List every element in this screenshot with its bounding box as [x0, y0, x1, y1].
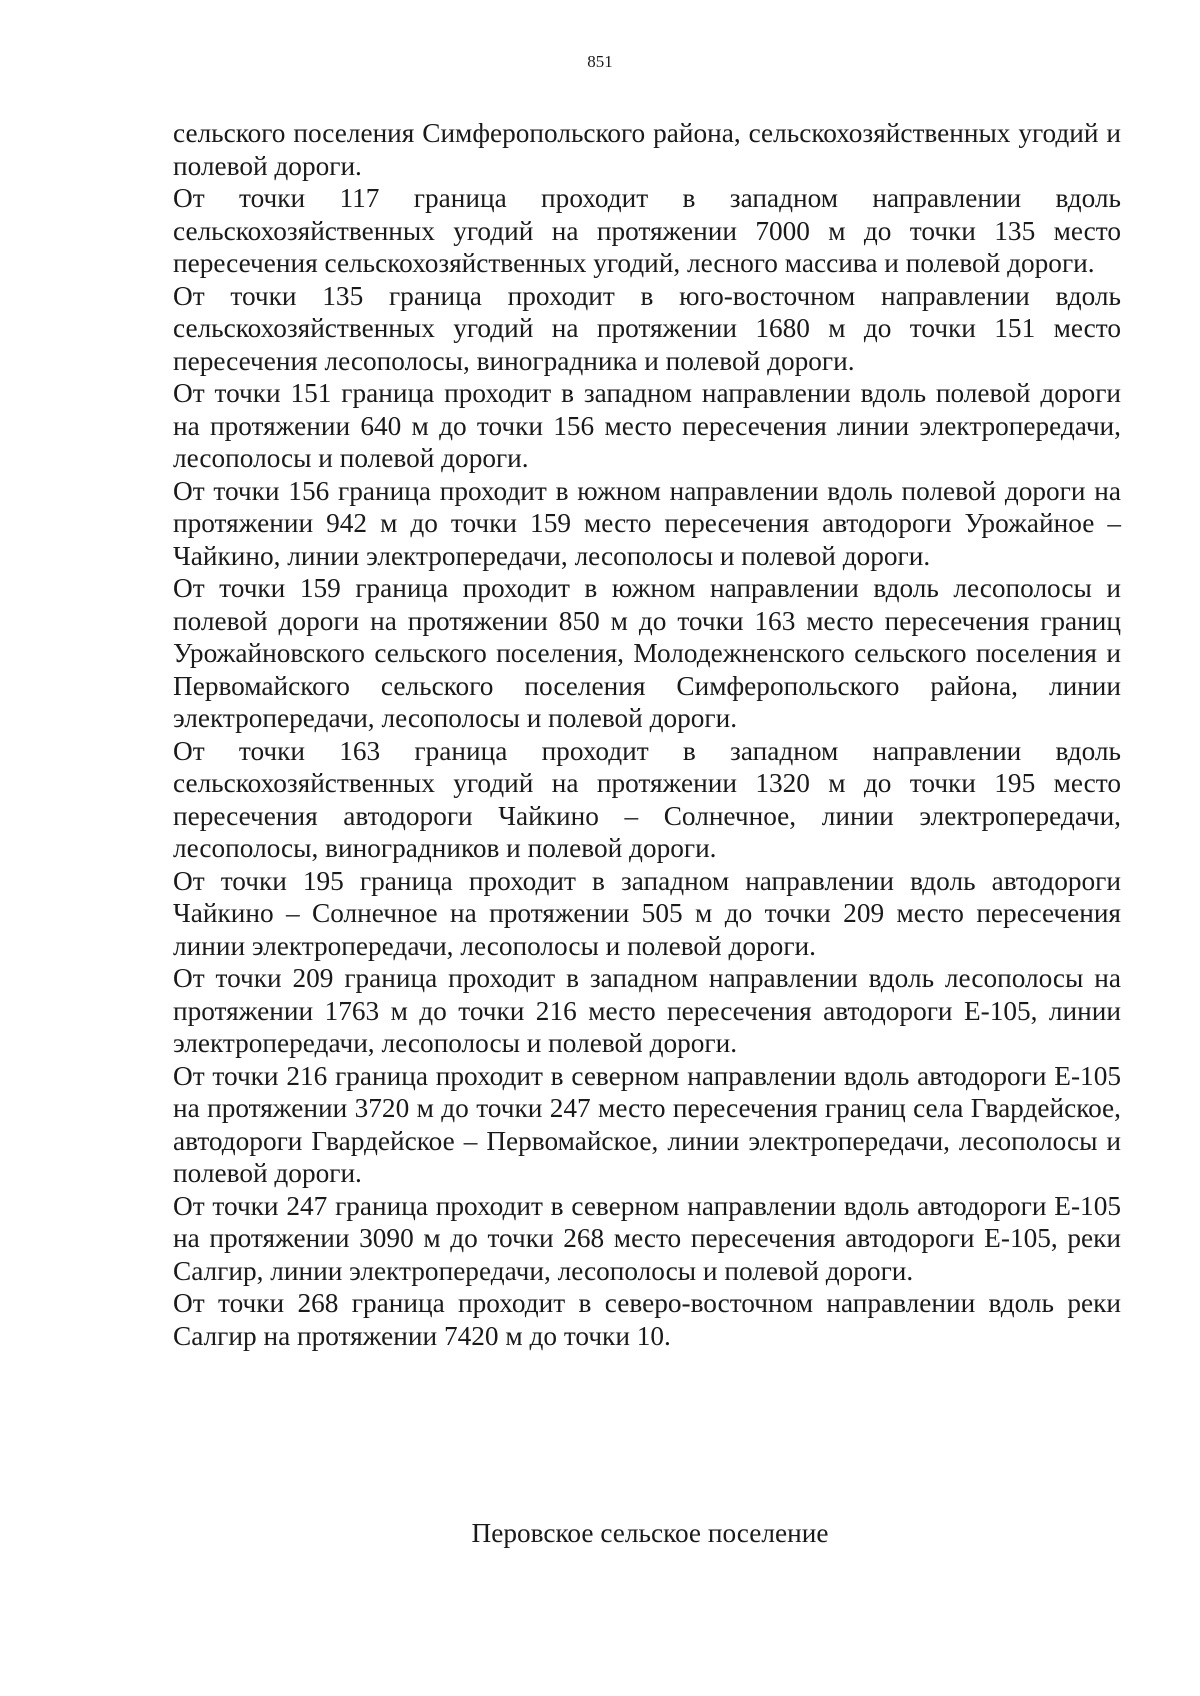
page-number: 851 [587, 52, 613, 71]
paragraph: От точки 268 граница проходит в северо-восточном направлении вдоль реки Салгир на протяжении 7420 м до точки 10. [173, 1288, 1121, 1351]
paragraph: От точки 247 граница проходит в северном направлении вдоль автодороги Е-105 на протяжении 3090 м до точки 268 место пересечения автодороги Е-105, реки Салгир, линии электропередачи, лесополосы и полевой дороги. [173, 1190, 1121, 1286]
paragraph: От точки 135 граница проходит в юго-восточном направлении вдоль сельскохозяйственных угодий на протяжении 1680 м до точки 151 место пересечения лесополосы, виноградника и полевой дороги. [173, 280, 1121, 376]
paragraph: От точки 163 граница проходит в западном направлении вдоль сельскохозяйственных угодий на протяжении 1320 м до точки 195 место пересечения автодороги Чайкино – Солнечное, линии электропередачи, лесополосы, виноградников и полевой дороги. [173, 735, 1121, 863]
paragraph: От точки 117 граница проходит в западном направлении вдоль сельскохозяйственных угодий на протяжении 7000 м до точки 135 место пересечения сельскохозяйственных угодий, лесного массива и полевой дороги. [173, 183, 1121, 278]
document-body [173, 117, 1121, 1352]
paragraph: От точки 159 граница проходит в южном направлении вдоль лесополосы и полевой дороги на протяжении 850 м до точки 163 место пересечения границ Урожайновского сельского поселения, Молодежненского сельского поселения и Первомайского сельского поселения Симферопольского района, линии электропередачи, лесополосы и полевой дороги. [173, 573, 1121, 733]
paragraph: От точки 156 граница проходит в южном направлении вдоль полевой дороги на протяжении 942 м до точки 159 место пересечения автодороги Урожайное – Чайкино, линии электропередачи, лесополосы и полевой дороги. [173, 475, 1121, 571]
paragraph: От точки 195 граница проходит в западном направлении вдоль автодороги Чайкино – Солнечное на протяжении 505 м до точки 209 место пересечения линии электропередачи, лесополосы и полевой дороги. [173, 865, 1121, 961]
paragraph: От точки 209 граница проходит в западном направлении вдоль лесополосы на протяжении 1763 м до точки 216 место пересечения автодороги Е-105, линии электропередачи, лесополосы и полевой дороги. [173, 963, 1121, 1058]
paragraph: От точки 151 граница проходит в западном направлении вдоль полевой дороги на протяжении 640 м до точки 156 место пересечения линии электропередачи, лесополосы и полевой дороги. [173, 378, 1121, 473]
section-heading: Перовское сельское поселение [471, 1518, 829, 1548]
paragraph: сельского поселения Симферопольского района, сельскохозяйственных угодий и полевой дороги. [173, 118, 1121, 181]
paragraph: От точки 216 граница проходит в северном направлении вдоль автодороги Е-105 на протяжении 3720 м до точки 247 место пересечения границ села Гвардейское, автодороги Гвардейское – Первомайское, линии электропередачи, лесополосы и полевой дороги. [173, 1060, 1121, 1188]
